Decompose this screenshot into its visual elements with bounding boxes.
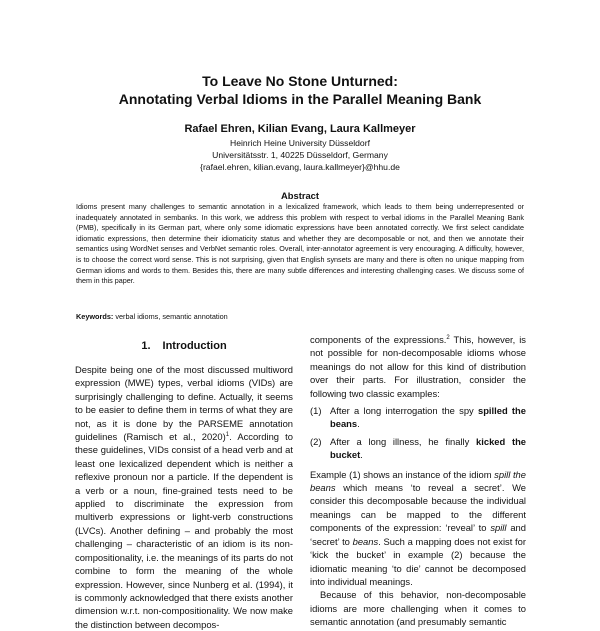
right-p2-italic-3: beans <box>352 535 379 547</box>
section-number: 1. <box>141 340 151 352</box>
right-text-b: This, however, is not possible for non-decomposable idioms whose meanings do not allow for this kind of distribution over their parts. For illustration, consider the following two classic examples: <box>310 334 526 399</box>
example-1-idiom: spilled the beans <box>330 405 526 430</box>
right-p2-b: which means ‘to reveal a secret’. We consider this decomposable because the individual meanings can be mapped to the different components of the expression: ‘reveal’ to <box>310 482 526 534</box>
right-paragraph-3: Because of this behavior, non-decomposable idioms are more challenging when it comes to semantic annotation (and presumably semantic <box>310 589 526 628</box>
example-2-text <box>330 435 526 462</box>
footnote-marker-1: 1 <box>225 431 230 438</box>
affiliation-address: Universitätsstr. 1, 40225 Düsseldorf, Germany <box>212 150 388 160</box>
left-column <box>75 363 293 631</box>
abstract-text: Idioms present many challenges to semantic annotation in a lexicalized framework, which leads to them being underrepresented or inadequately annotated in sembanks. In this work, we address this problem with respect to verbal idioms in the Parallel Meaning Bank (PMB), specifically in its German part, where only some idiomatic expressions have been annotated correctly. We first select candidate idiomatic expressions, then determine their idiomaticity status and whether they are decomposable or not, and then we annotate their semantics using WordNet senses and VerbNet semantic roles. Overall, inter-annotator agreement is very encouraging. A difficulty, however, is to choose the correct word sense. This is not surprising, given that English synsets are many and there is often no unique mapping from German idioms and words to them. Besides this, there are many subtle differences and interesting challenging cases. We discuss some of them in this paper. <box>76 202 524 286</box>
right-p2-italic-2: spill <box>490 522 507 534</box>
right-p2-c: and ‘secret’ to <box>310 522 526 547</box>
intro-paragraph <box>75 363 293 631</box>
keywords-line <box>76 312 524 321</box>
paper-title-line-1: To Leave No Stone Unturned: <box>202 73 398 89</box>
section-title: Introduction <box>162 340 227 352</box>
example-2 <box>310 435 526 462</box>
author-list: Rafael Ehren, Kilian Evang, Laura Kallmeyer <box>184 123 416 135</box>
right-p2-italic-1: spill the beans <box>310 468 526 494</box>
right-p2-d: . Such a mapping does not exist for ‘kick the bucket’ in example (2) because the idiomatic meaning ‘to die’ cannot be decomposed into individual meanings. <box>310 535 526 587</box>
right-column <box>310 333 526 629</box>
right-paragraph-1 <box>310 333 526 400</box>
intro-text-b: . According to these guidelines, VIDs consist of a head verb and at least one lexicalized dependent which is neither a reflexive pronoun nor a particle. If the dependent is a verb or a noun, fine-grained tests need to be applied to discriminate the expression from multiverb expressions or light-verb constructions (LVCs). Another defining – and probably the most challenging – characteristic of an idiom is its non-compositionality, i.e. the meanings of its parts do not combine to form the meaning of the whole expression. However, since Nunberg et al. (1994), it is commonly acknowledged that there exists another dimension w.r.t. non-compositionality. We now make the distinction between decompos- <box>75 431 294 630</box>
footnote-marker-2: 2 <box>446 334 450 341</box>
affiliation-university: Heinrich Heine University Düsseldorf <box>230 138 370 148</box>
example-2-post: . <box>360 449 363 461</box>
example-1-post: . <box>357 418 360 430</box>
example-1 <box>310 404 526 431</box>
section-heading <box>75 340 293 352</box>
example-1-text <box>330 404 526 431</box>
example-2-pre: After a long illness, he finally <box>330 435 477 447</box>
right-text-a: components of the expressions. <box>310 334 447 345</box>
affiliation-emails: {rafael.ehren, kilian.evang, laura.kallmeyer}@hhu.de <box>200 162 400 172</box>
keywords-text: verbal idioms, semantic annotation <box>115 312 228 321</box>
intro-text-a: Despite being one of the most discussed multiword expression (MWE) types, verbal idioms (VIDs) are surprisingly challenging to define. Actually, it seems to be easier to define them in terms of what they are not, as it is done by the PARSEME annotation guidelines (Ramisch et al., 2020) <box>75 364 293 443</box>
keywords-label: Keywords: <box>76 312 114 321</box>
example-2-number: (2) <box>310 435 322 447</box>
right-paragraph-2 <box>310 468 526 589</box>
abstract-heading: Abstract <box>280 190 320 201</box>
paper-title-line-2: Annotating Verbal Idioms in the Parallel Meaning Bank <box>118 91 482 107</box>
example-1-number: (1) <box>310 405 322 417</box>
right-p2-a: Example (1) shows an instance of the idiom <box>310 468 495 480</box>
example-1-pre: After a long interrogation the spy <box>330 405 478 417</box>
example-2-idiom: kicked the bucket <box>330 435 527 461</box>
